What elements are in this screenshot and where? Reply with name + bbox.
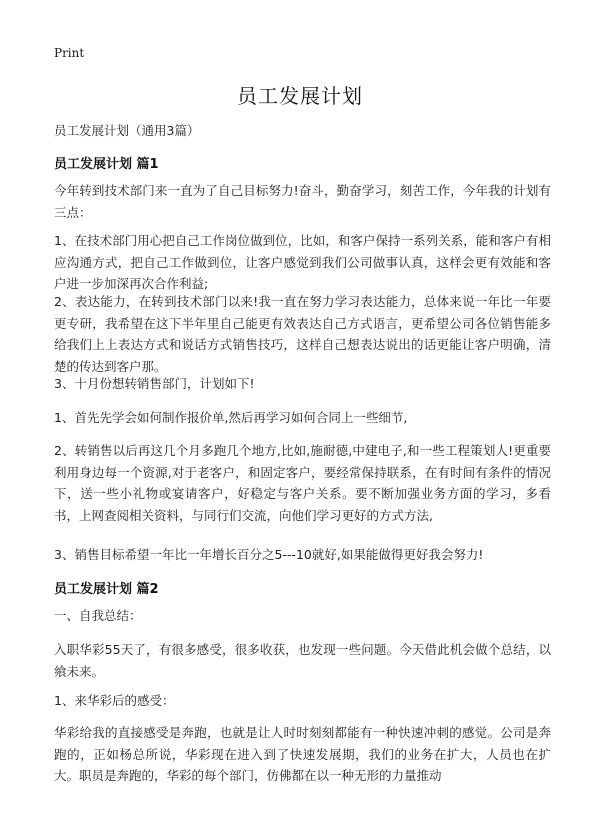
section1-paragraph-7: 3、销售目标希望一年比一年增长百分之5---10就好,如果能做得更好我会努力! [54, 547, 484, 562]
section2-paragraph-3: 1、来华彩后的感受： [54, 693, 175, 708]
document-title: 员工发展计划 [237, 84, 363, 108]
section2-paragraph-2: 入职华彩55天了，有很多感受，很多收获，也发现一些问题。今天借此机会做个总结，以飨未来。 [54, 642, 551, 679]
section2-heading: 员工发展计划 篇2 [54, 582, 159, 597]
section1-paragraph-5: 1、首先先学会如何制作报价单,然后再学习如何合同上一些细节, [54, 410, 408, 425]
section1-paragraph-2: 1、在技术部门用心把自己工作岗位做到位，比如，和客户保持一系列关系，能和客户有相应沟通方式，把自己工作做到位，让客户感觉到我们公司做事认真，这样会更有效能和客户进一步加深再次合作利益; [54, 233, 551, 291]
section1-paragraph-4: 3、十月份想转销售部门，计划如下! [54, 376, 255, 391]
document-subtitle: 员工发展计划（通用3篇） [54, 123, 200, 138]
section1-paragraph-6: 2、转销售以后再这几个月多跑几个地方,比如,施耐德,中建电子,和一些工程策划人!更重要利用身边每一个资源,对于老客户，和固定客户，要经常保持联系，在有时间有条件的情况下，送一些小礼物或宴请客户，好稳定与客户关系。要不断加强业务方面的学习，多看书，上网查阅相关资料，与同行们交流，向他们学习更好的方式方法, [54, 443, 551, 523]
section2-paragraph-4: 华彩给我的直接感受是奔跑，也就是让人时时刻刻都能有一种快速冲刺的感觉。公司是奔跑的，正如杨总所说，华彩现在进入到了快速发展期，我们的业务在扩大，人员也在扩大。职员是奔跑的，华彩的每个部门，仿佛都在以一种无形的力量推动 [54, 725, 551, 783]
section1-paragraph-3: 2、表达能力，在转到技术部门以来!我一直在努力学习表达能力，总体来说一年比一年要更专研，我希望在这下半年里自己能更有效表达自己方式语言，更希望公司各位销售能多给我们上上表达方式和说话方式销售技巧，这样自己想表达说出的话更能让客户明确，清楚的传达到客户那。 [54, 294, 551, 374]
print-link[interactable]: Print [54, 46, 85, 60]
section1-paragraph-1: 今年转到技术部门来一直为了自己目标努力!奋斗，勤奋学习，刻苦工作，今年我的计划有三点： [54, 183, 551, 220]
section1-heading: 员工发展计划 篇1 [54, 157, 159, 172]
section2-paragraph-1: 一、自我总结： [54, 608, 142, 623]
